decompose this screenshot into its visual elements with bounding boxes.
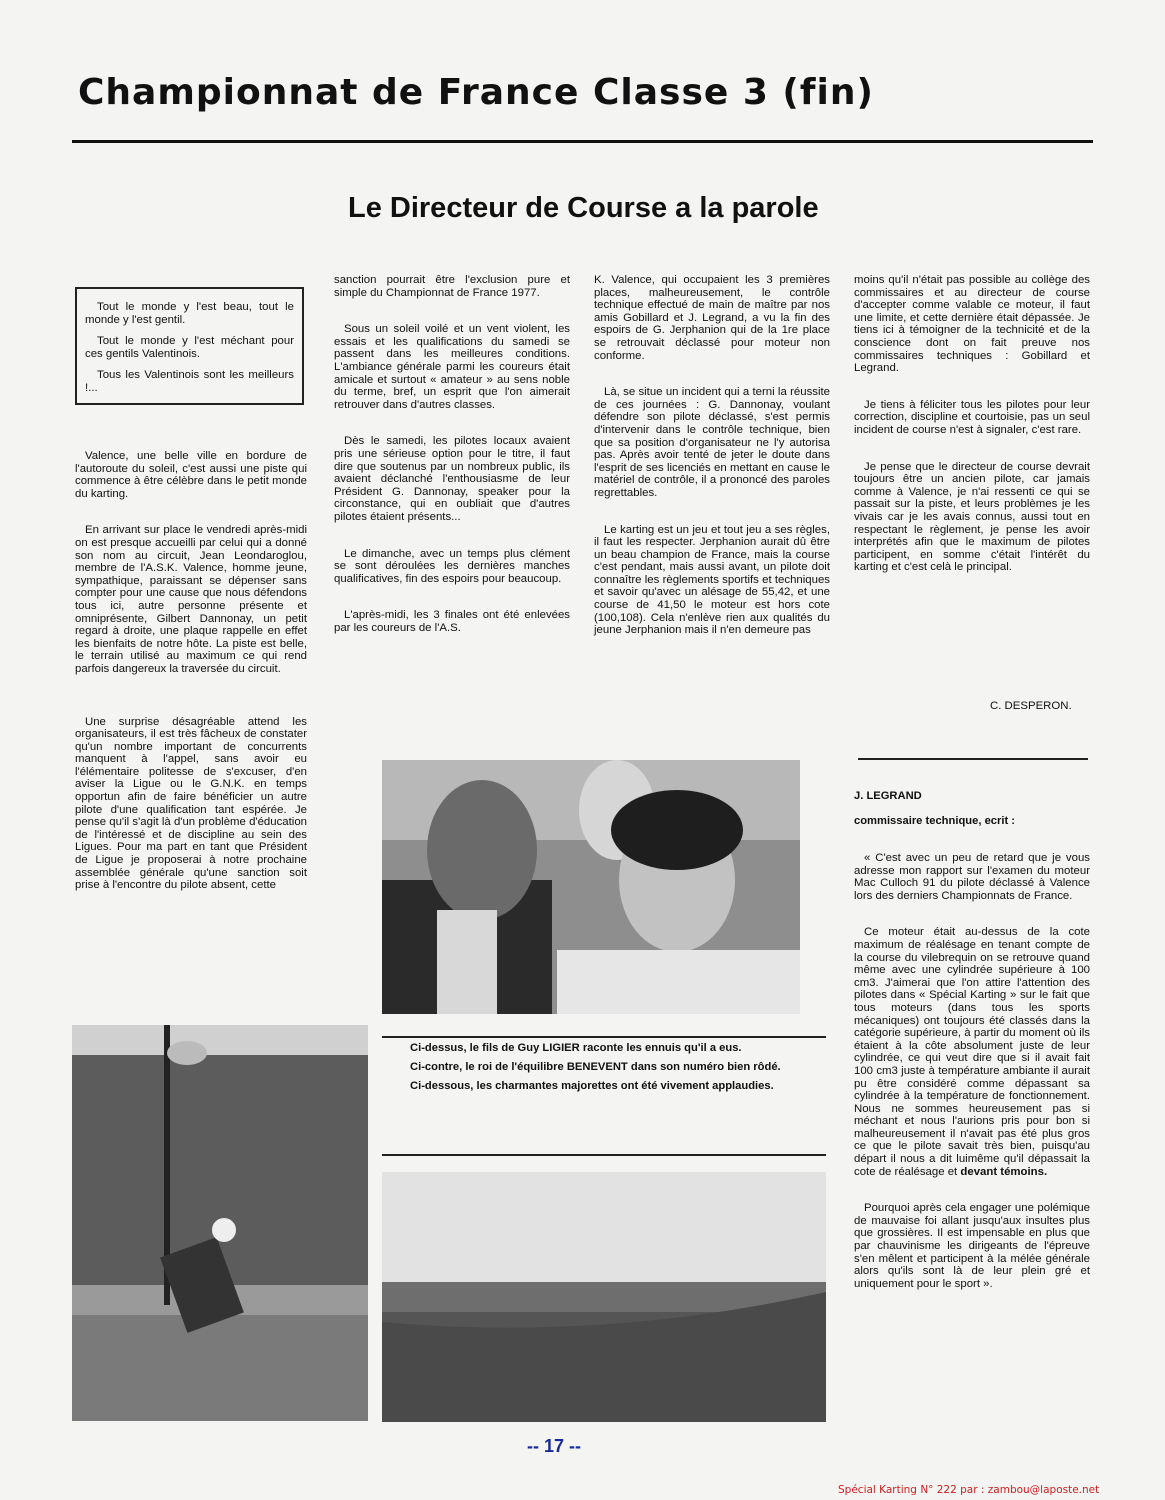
paragraph: Pourquoi après cela engager une polémique de mauvaise foi allant jusqu'aux insultes plus que grossières. Il est impensable en plus que par chauvinisme les dirigeants de l'épreuve s'en mêlent et participent à la mélée générale alors qu'ils sont là de leur plein gré et uniquement pour le sport ».: [854, 1202, 1090, 1290]
paragraph: Je pense que le directeur de course devrait toujours être un ancien pilote, car jamais comme à Valence, je n'ai ressenti ce qui se passait sur la piste, et leurs problèmes je les vivais car je les avais connus, aussi tout en respectant le règlement, je pense les avoir interprétés afin que le maximum de pilotes participent, en somme c'était l'intérêt du karting et c'est celà le principal.: [854, 460, 1090, 574]
photo-kart-stunt: [72, 1025, 368, 1421]
paragraph: Ce moteur était au-dessus de la cote maximum de réalésage en tenant compte de la course du vilebrequin on se retrouve quand même avec une cylindrée supérieure à 100 cm3. J'aimerai que l'on attire l'attention des pilotes dans « Spécial Karting » sur le fait que tous moteurs (dans tous les sports mécaniques) ont toujours été classés dans la catégorie supérieure, à partir du moment où ils étaient à la côte absolument juste de leur cylindrée, ce qui veut dire que si il avait fait 100 cm3 juste à température ambiante il aurait pu être considéré comme dépassant sa cylindrée à la température de fonctionnement. Nous ne sommes heureusement pas si méchant et nous l'aurions pris pour bon si malheureusement il n'avait pas été plus gros ce que le pilote savait très bien, puisqu'au départ il nous a dit luimême qu'il dépassait la cote de réalésage et: [854, 926, 1090, 1178]
column-3: [594, 274, 830, 661]
paragraph: Le karting est un jeu et tout jeu a ses règles, il faut les respecter. Jerphanion aurait dû être un beau champion de France, mais la course c'est pendant, mais aussi avant, un pilote doit connaître les règlements sportifs et techniques et savoir qu'avec un alésage de 55,42, et une course de 41,50 le moteur est hors cote (100,108). Cela n'enlève rien aux qualités du jeune Jerphanion mais il n'en demeure pas: [594, 523, 830, 637]
paragraph: L'après-midi, les 3 finales ont été enlevées par les coureurs de l'A.S.: [334, 609, 570, 634]
paragraph: Le dimanche, avec un temps plus clément se sont déroulées les dernières manches qualificatives, fin des espoirs pour beaucoup.: [334, 547, 570, 585]
paragraph: Je tiens à féliciter tous les pilotes pour leur correction, discipline et courtoisie, pas un seul incident de course n'est à signaler, c'est rare.: [854, 398, 1090, 436]
paragraph: Valence, une belle ville en bordure de l'autoroute du soleil, c'est aussi une piste qui commence à être célèbre dans le petit monde du karting.: [75, 450, 307, 500]
column-4: [854, 274, 1090, 598]
photo-kart-stunt-image: [72, 1025, 368, 1421]
caption-rule-bottom: [382, 1154, 826, 1156]
quote-line: Tout le monde y l'est beau, tout le monde y l'est gentil.: [85, 301, 294, 326]
page-title: Championnat de France Classe 3 (fin): [78, 72, 874, 113]
paragraph-with-bold: [854, 926, 1090, 1178]
paragraph: sanction pourrait être l'exclusion pure et simple du Championnat de France 1977.: [334, 274, 570, 299]
letter-role: commissaire technique, ecrit :: [854, 815, 1016, 827]
paragraph: Sous un soleil voilé et un vent violent, les essais et les qualifications du samedi se passent dans les meilleures conditions. L'ambiance générale parmi les coureurs était amicale et surtout « amateur » au sens noble du terme, bref, un esprit que l'on aimerait retrouver dans d'autres classes.: [334, 323, 570, 411]
quote-line: Tout le monde y l'est méchant pour ces gentils Valentinois.: [85, 335, 294, 360]
photo-captions: [382, 1042, 826, 1099]
letter-author: J. LEGRAND: [854, 790, 922, 802]
photo-majorettes-image: [382, 1172, 826, 1422]
paragraph: K. Valence, qui occupaient les 3 premières places, malheureusement, le contrôle technique effectué de main de maître par nos amis Gobillard et J. Legrand, a vu la fin des espoirs de G. Jerphanion qui de la 1re place se retrouvait déclassé pour moteur non conforme.: [594, 274, 830, 362]
paragraph: « C'est avec un peu de retard que je vous adresse mon rapport sur l'examen du moteur Mac Culloch 91 du pilote déclassé à Valence lors des derniers Championnats de France.: [854, 852, 1090, 902]
caption: Ci-dessous, les charmantes majorettes ont été vivement applaudies.: [410, 1080, 774, 1092]
caption: Ci-dessus, le fils de Guy LIGIER raconte les ennuis qu'il a eus.: [410, 1042, 742, 1054]
paragraph: Là, se situe un incident qui a terni la réussite de ces journées : G. Dannonay, voulant défendre son pilote déclassé, s'est permis d'intervenir dans le contrôle technique, bien que sa position d'organisateur ne l'y autorisa pas. Après avoir tenté de jeter le doute dans l'esprit de ses licenciés en mettant en cause le matériel de contrôle, il a prononcé des paroles regrettables.: [594, 386, 830, 499]
column-1: [75, 450, 307, 916]
quote-line: Tous les Valentinois sont les meilleurs !...: [85, 369, 294, 394]
bold-text: devant témoins.: [960, 1165, 1048, 1178]
caption-rule-top: [382, 1036, 826, 1038]
paragraph: Une surprise désagréable attend les organisateurs, il est très fâcheux de constater qu'un nombre important de concurrents manquent à l'appel, sans avoir eu l'élémentaire politesse de s'excuser, d'en aviser la Ligue ou le G.N.K. en temps opportun afin de faire bénéficier un autre pilote d'une qualification tant espérée. Je pense qu'il s'agit là d'un problème d'éducation de l'intéressé et de discipline au sein des Ligues. Pour ma part en tant que Président de Ligue je proposerai à notre prochaine assemblée générale qu'une sanction soit prise à l'encontre du pilote absent, cette: [75, 715, 307, 892]
article-title: Le Directeur de Course a la parole: [348, 192, 819, 224]
footer-credit: Spécial Karting N° 222 par : zambou@laposte.net: [838, 1484, 1100, 1496]
photo-two-men: [382, 760, 800, 1014]
column-2: [334, 274, 570, 658]
signature-rule: [858, 758, 1088, 760]
paragraph: moins qu'il n'était pas possible au collège des commissaires et au directeur de course d'accepter comme valable ce moteur, il faut une limite, et cette dernière était dépassée. Je tiens ici à témoigner de la technicité et de la conscience dont on fait preuve nos commissaires techniques : Gobillard et Legrand.: [854, 274, 1090, 375]
signature: C. DESPERON.: [990, 700, 1072, 712]
caption: Ci-contre, le roi de l'équilibre BENEVENT dans son numéro bien rôdé.: [410, 1061, 781, 1073]
letter-column: [854, 852, 1090, 1314]
quote-box: [75, 287, 304, 405]
paragraph: Dès le samedi, les pilotes locaux avaient pris une sérieuse option pour le titre, il faut dire que soutenus par un nombreux public, ils avaient déclanché l'enthousiasme de leur Président G. Dannonay, speaker pour la circonstance, qui en oubliait que d'autres pilotes étaient présents...: [334, 435, 570, 523]
photo-two-men-image: [382, 760, 800, 1014]
paragraph: En arrivant sur place le vendredi après-midi on est presque accueilli par celui qui a donné son nom au circuit, Jean Leondaroglou, membre de l'A.S.K. Valence, homme jeune, sympathique, paraissant se dépenser sans compter pour une cause que nous défendons tous ici, autre personne présente et omniprésente, Gilbert Dannonay, un petit regard à droite, une plaque rappelle en effet les bienfaits de notre hôte. La piste est belle, le terrain utilisé au maximum ce qui rend parfois dangereux la traversée du circuit.: [75, 524, 307, 675]
photo-majorettes: [382, 1172, 826, 1422]
page-number: -- 17 --: [527, 1436, 581, 1456]
title-rule: [72, 140, 1093, 143]
